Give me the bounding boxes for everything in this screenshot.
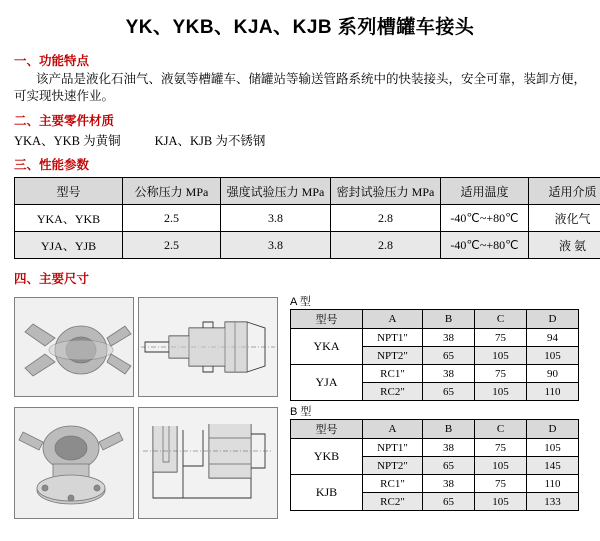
dim-a-r2-c3: 75	[475, 365, 527, 383]
dim-b-r0-c1: NPT1"	[363, 439, 423, 457]
perf-r1-c1: 2.5	[123, 232, 221, 259]
dim-a-r2-model: YJA	[291, 365, 363, 401]
dim-b-col-3: C	[475, 420, 527, 439]
dim-b-col-4: D	[527, 420, 579, 439]
perf-r0-c0: YKA、YKB	[15, 205, 123, 232]
dim-a-r1-c2: 65	[423, 347, 475, 365]
perf-r1-c4: -40℃~+80℃	[441, 232, 529, 259]
perf-col-3: 密封试验压力 MPa	[331, 178, 441, 205]
dim-a-r2-c1: RC1"	[363, 365, 423, 383]
dim-b-col-2: B	[423, 420, 475, 439]
materials-line	[14, 131, 600, 149]
dim-a-r3-c1: RC2"	[363, 383, 423, 401]
dim-a-r0-c2: 38	[423, 329, 475, 347]
product-photo-b	[14, 407, 134, 519]
dim-a-r2-c4: 90	[527, 365, 579, 383]
dim-b-r0-c3: 75	[475, 439, 527, 457]
table-row	[291, 439, 579, 457]
perf-r1-c0: YJA、YJB	[15, 232, 123, 259]
table-row	[291, 475, 579, 493]
dimension-table-b	[290, 419, 579, 511]
dim-a-r0-c3: 75	[475, 329, 527, 347]
table-row	[291, 365, 579, 383]
dimension-table-a-label: A 型	[290, 293, 311, 309]
dim-a-col-2: B	[423, 310, 475, 329]
features-paragraph	[14, 71, 586, 105]
dim-a-r0-c4: 94	[527, 329, 579, 347]
perf-r0-c1: 2.5	[123, 205, 221, 232]
dim-b-r2-model: KJB	[291, 475, 363, 511]
dim-a-r0-c1: NPT1"	[363, 329, 423, 347]
table-header-row	[291, 420, 579, 439]
performance-table-wrap	[14, 177, 586, 259]
dim-b-r0-c4: 105	[527, 439, 579, 457]
perf-r0-c2: 3.8	[221, 205, 331, 232]
dim-a-r1-c1: NPT2"	[363, 347, 423, 365]
dim-b-r2-c4: 110	[527, 475, 579, 493]
dim-a-r3-c3: 105	[475, 383, 527, 401]
section-heading-dimensions: 四、主要尺寸	[14, 269, 600, 287]
dim-b-r0-model: YKB	[291, 439, 363, 475]
dim-a-r1-c4: 105	[527, 347, 579, 365]
page-title: YK、YKB、KJA、KJB 系列槽罐车接头	[0, 0, 600, 45]
dim-a-col-4: D	[527, 310, 579, 329]
product-photo-a	[14, 297, 134, 397]
dim-a-r3-c4: 110	[527, 383, 579, 401]
perf-r0-c4: -40℃~+80℃	[441, 205, 529, 232]
dim-a-r3-c2: 65	[423, 383, 475, 401]
dim-a-r1-c3: 105	[475, 347, 527, 365]
table-row	[15, 205, 600, 232]
table-header-row	[291, 310, 579, 329]
dim-a-col-3: C	[475, 310, 527, 329]
dim-b-r1-c3: 105	[475, 457, 527, 475]
dim-b-r2-c2: 38	[423, 475, 475, 493]
perf-col-2: 强度试验压力 MPa	[221, 178, 331, 205]
table-row	[291, 329, 579, 347]
dim-b-r2-c3: 75	[475, 475, 527, 493]
perf-r1-c5: 液 氨	[529, 232, 600, 259]
features-paragraph-text: 该产品是液化石油气、液氨等槽罐车、储罐站等输送管路系统中的快装接头，安全可靠，装卸方便，可实现快速作业。	[14, 72, 586, 103]
dim-b-r1-c1: NPT2"	[363, 457, 423, 475]
perf-col-1: 公称压力 MPa	[123, 178, 221, 205]
product-drawing-a	[138, 297, 278, 397]
dim-b-r2-c1: RC1"	[363, 475, 423, 493]
table-row	[15, 232, 600, 259]
dim-b-col-1: A	[363, 420, 423, 439]
product-drawing-b	[138, 407, 278, 519]
dim-b-col-0: 型号	[291, 420, 363, 439]
perf-col-4: 适用温度	[441, 178, 529, 205]
dim-b-r3-c3: 105	[475, 493, 527, 511]
dimension-table-b-label: B 型	[290, 403, 311, 419]
dimension-table-a	[290, 309, 579, 401]
perf-col-5: 适用介质	[529, 178, 600, 205]
perf-r0-c5: 液化气	[529, 205, 600, 232]
dim-a-r2-c2: 38	[423, 365, 475, 383]
section-heading-performance: 三、性能参数	[14, 155, 600, 173]
perf-r0-c3: 2.8	[331, 205, 441, 232]
table-header-row	[15, 178, 600, 205]
perf-r1-c3: 2.8	[331, 232, 441, 259]
dim-a-r0-model: YKA	[291, 329, 363, 365]
section-heading-features: 一、功能特点	[14, 51, 600, 69]
dim-b-r1-c4: 145	[527, 457, 579, 475]
dim-b-r3-c4: 133	[527, 493, 579, 511]
materials-left: YKA、YKB 为黄铜	[14, 134, 121, 148]
dim-b-r3-c1: RC2"	[363, 493, 423, 511]
perf-col-0: 型号	[15, 178, 123, 205]
dim-b-r1-c2: 65	[423, 457, 475, 475]
dim-b-r3-c2: 65	[423, 493, 475, 511]
dim-a-col-1: A	[363, 310, 423, 329]
materials-right: KJA、KJB 为不锈钢	[155, 134, 266, 148]
dim-a-col-0: 型号	[291, 310, 363, 329]
perf-r1-c2: 3.8	[221, 232, 331, 259]
dimensions-area	[14, 291, 586, 541]
section-heading-materials: 二、主要零件材质	[14, 111, 600, 129]
dim-b-r0-c2: 38	[423, 439, 475, 457]
performance-table	[14, 177, 600, 259]
